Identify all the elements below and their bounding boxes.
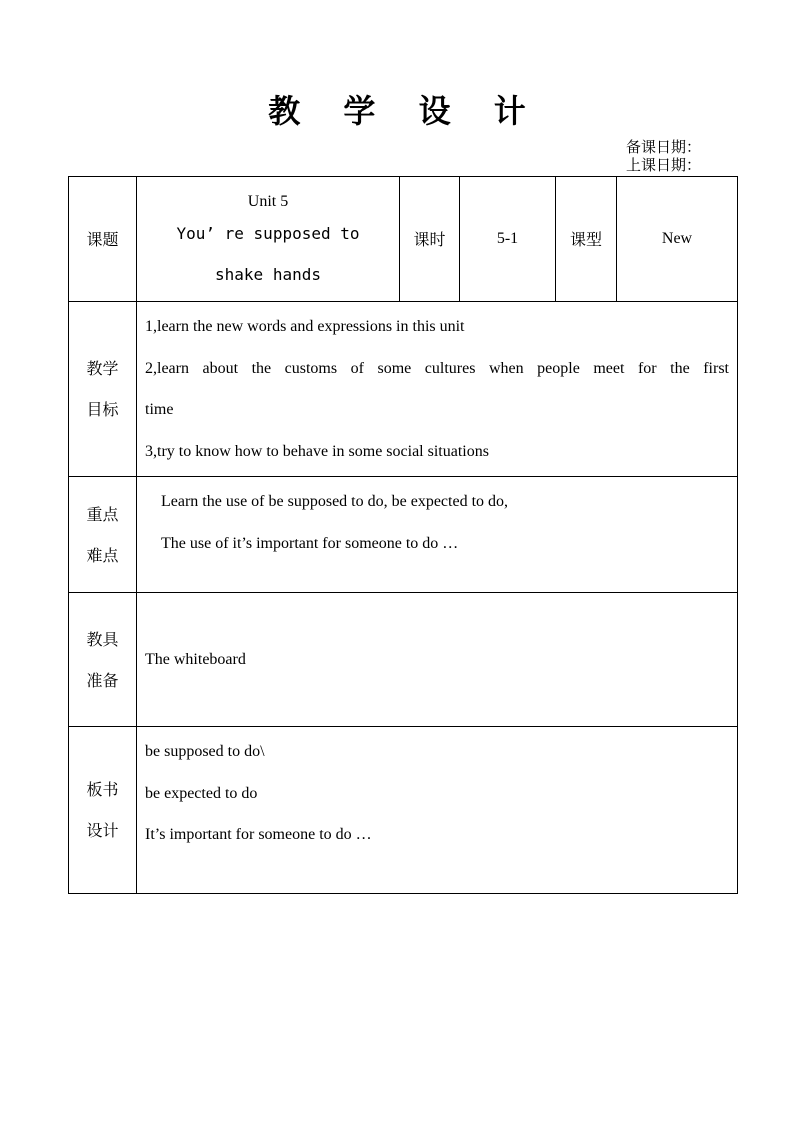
- aids-text: The whiteboard: [145, 650, 246, 668]
- unit-text: Unit 5: [247, 193, 289, 210]
- aids-cell: [137, 593, 738, 727]
- document-title: 教 学 设 计: [268, 92, 542, 130]
- lesson-plan-table: [68, 176, 738, 894]
- objectives-row: [69, 302, 738, 477]
- period-value: 5-1: [460, 177, 556, 302]
- period-label: 课时: [400, 177, 460, 302]
- aids-row: [69, 593, 738, 727]
- objectives-label-line1: 教学: [86, 359, 119, 378]
- type-label: 课型: [556, 177, 617, 302]
- topic-label: 课题: [69, 177, 137, 302]
- aids-label-line1: 教具: [86, 629, 119, 649]
- objective-item-2: 2,learn about the customs of some cultures when people meet for the first: [145, 359, 729, 377]
- type-value: New: [617, 177, 738, 302]
- board-label: [69, 727, 137, 894]
- objective-item-1: 1,learn the new words and expressions in this unit: [145, 318, 465, 335]
- objective-item-2-cont: time: [145, 401, 174, 418]
- board-line-2: be expected to do: [145, 784, 258, 802]
- keypoint-line-1: Learn the use of be supposed to do, be expected to do,: [161, 493, 509, 510]
- board-label-line1: 板书: [86, 780, 119, 799]
- keypoints-label-line2: 难点: [86, 545, 119, 565]
- board-row: [69, 727, 738, 894]
- aids-label: [69, 593, 137, 727]
- objectives-label-line2: 目标: [86, 400, 119, 419]
- board-cell: [137, 727, 738, 894]
- keypoints-label-line1: 重点: [86, 504, 119, 524]
- keypoints-row: [69, 477, 738, 593]
- board-label-line2: 设计: [86, 821, 119, 840]
- objective-item-3: 3,try to know how to behave in some social situations: [145, 442, 489, 460]
- date-fields: [626, 138, 701, 174]
- keypoints-label: [69, 477, 137, 593]
- class-date-label: 上课日期：: [626, 156, 702, 174]
- topic-cell: [137, 177, 400, 302]
- topic-line-2: shake hands: [215, 265, 321, 284]
- topic-row: [69, 177, 738, 302]
- aids-label-line2: 准备: [86, 670, 119, 690]
- board-line-3: It’s important for someone to do …: [145, 826, 372, 843]
- topic-line-1: You’ re supposed to: [176, 224, 360, 243]
- keypoints-cell: [137, 477, 738, 593]
- objectives-cell: [137, 302, 738, 477]
- objectives-label: [69, 302, 137, 477]
- prep-date-label: 备课日期：: [626, 138, 702, 156]
- keypoint-line-2: The use of it’s important for someone to do …: [161, 534, 459, 552]
- board-line-1: be supposed to do\: [145, 743, 265, 760]
